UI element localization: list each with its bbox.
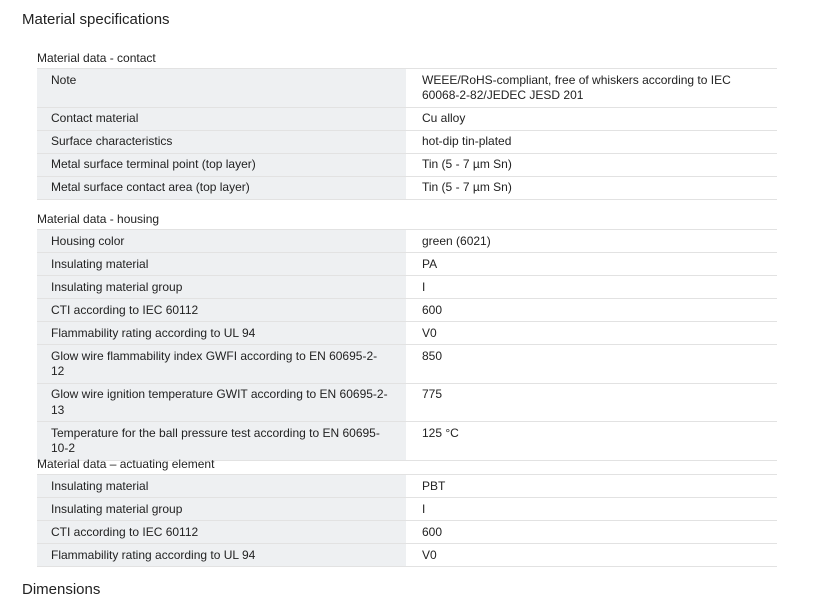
- spec-table: [37, 475, 777, 567]
- row-label: Glow wire flammability index GWFI according to EN 60695-2-12: [37, 345, 406, 384]
- row-label: Contact material: [37, 107, 406, 130]
- table-row: [37, 521, 777, 544]
- spec-table: [37, 230, 777, 461]
- table-row: [37, 276, 777, 299]
- row-label: Insulating material group: [37, 498, 406, 521]
- row-label: Housing color: [37, 230, 406, 253]
- table-row: [37, 69, 777, 107]
- row-value: Cu alloy: [422, 107, 777, 130]
- row-label: Flammability rating according to UL 94: [37, 322, 406, 345]
- section-title: Material data – actuating element: [37, 457, 777, 475]
- table-row: [37, 422, 777, 461]
- table-row: [37, 153, 777, 176]
- material-specifications-heading: Material specifications: [22, 11, 170, 28]
- dimensions-heading: Dimensions: [22, 581, 101, 597]
- row-value: 600: [422, 299, 777, 322]
- section-material-actuating-element: [37, 457, 777, 567]
- row-label: CTI according to IEC 60112: [37, 299, 406, 322]
- row-value: Tin (5 - 7 µm Sn): [422, 153, 777, 176]
- table-row: [37, 475, 777, 498]
- table-row: [37, 383, 777, 422]
- row-value: V0: [422, 322, 777, 345]
- table-row: [37, 299, 777, 322]
- row-label: Metal surface terminal point (top layer): [37, 153, 406, 176]
- row-label: Note: [37, 69, 406, 107]
- row-label: Insulating material: [37, 475, 406, 498]
- row-label: CTI according to IEC 60112: [37, 521, 406, 544]
- row-label: Flammability rating according to UL 94: [37, 544, 406, 567]
- row-value: V0: [422, 544, 777, 567]
- row-label: Temperature for the ball pressure test according to EN 60695-10-2: [37, 422, 406, 461]
- row-value: green (6021): [422, 230, 777, 253]
- table-row: [37, 230, 777, 253]
- row-value: PBT: [422, 475, 777, 498]
- row-label: Surface characteristics: [37, 130, 406, 153]
- row-label: Metal surface contact area (top layer): [37, 176, 406, 199]
- row-value: 125 °C: [422, 422, 777, 461]
- row-label: Insulating material: [37, 253, 406, 276]
- spec-table: [37, 69, 777, 200]
- table-row: [37, 253, 777, 276]
- row-value: 775: [422, 383, 777, 422]
- row-label: Insulating material group: [37, 276, 406, 299]
- table-row: [37, 345, 777, 384]
- table-row: [37, 322, 777, 345]
- row-value: WEEE/RoHS-compliant, free of whiskers according to IEC 60068-2-82/JEDEC JESD 201: [422, 69, 777, 107]
- section-material-contact: [37, 51, 777, 200]
- table-row: [37, 107, 777, 130]
- section-material-housing: [37, 212, 777, 461]
- section-title: Material data - contact: [37, 51, 777, 69]
- row-value: I: [422, 498, 777, 521]
- row-value: Tin (5 - 7 µm Sn): [422, 176, 777, 199]
- table-row: [37, 498, 777, 521]
- table-row: [37, 130, 777, 153]
- row-value: hot-dip tin-plated: [422, 130, 777, 153]
- table-row: [37, 544, 777, 567]
- row-value: I: [422, 276, 777, 299]
- row-value: PA: [422, 253, 777, 276]
- table-row: [37, 176, 777, 199]
- row-value: 600: [422, 521, 777, 544]
- section-title: Material data - housing: [37, 212, 777, 230]
- row-value: 850: [422, 345, 777, 384]
- row-label: Glow wire ignition temperature GWIT according to EN 60695-2-13: [37, 383, 406, 422]
